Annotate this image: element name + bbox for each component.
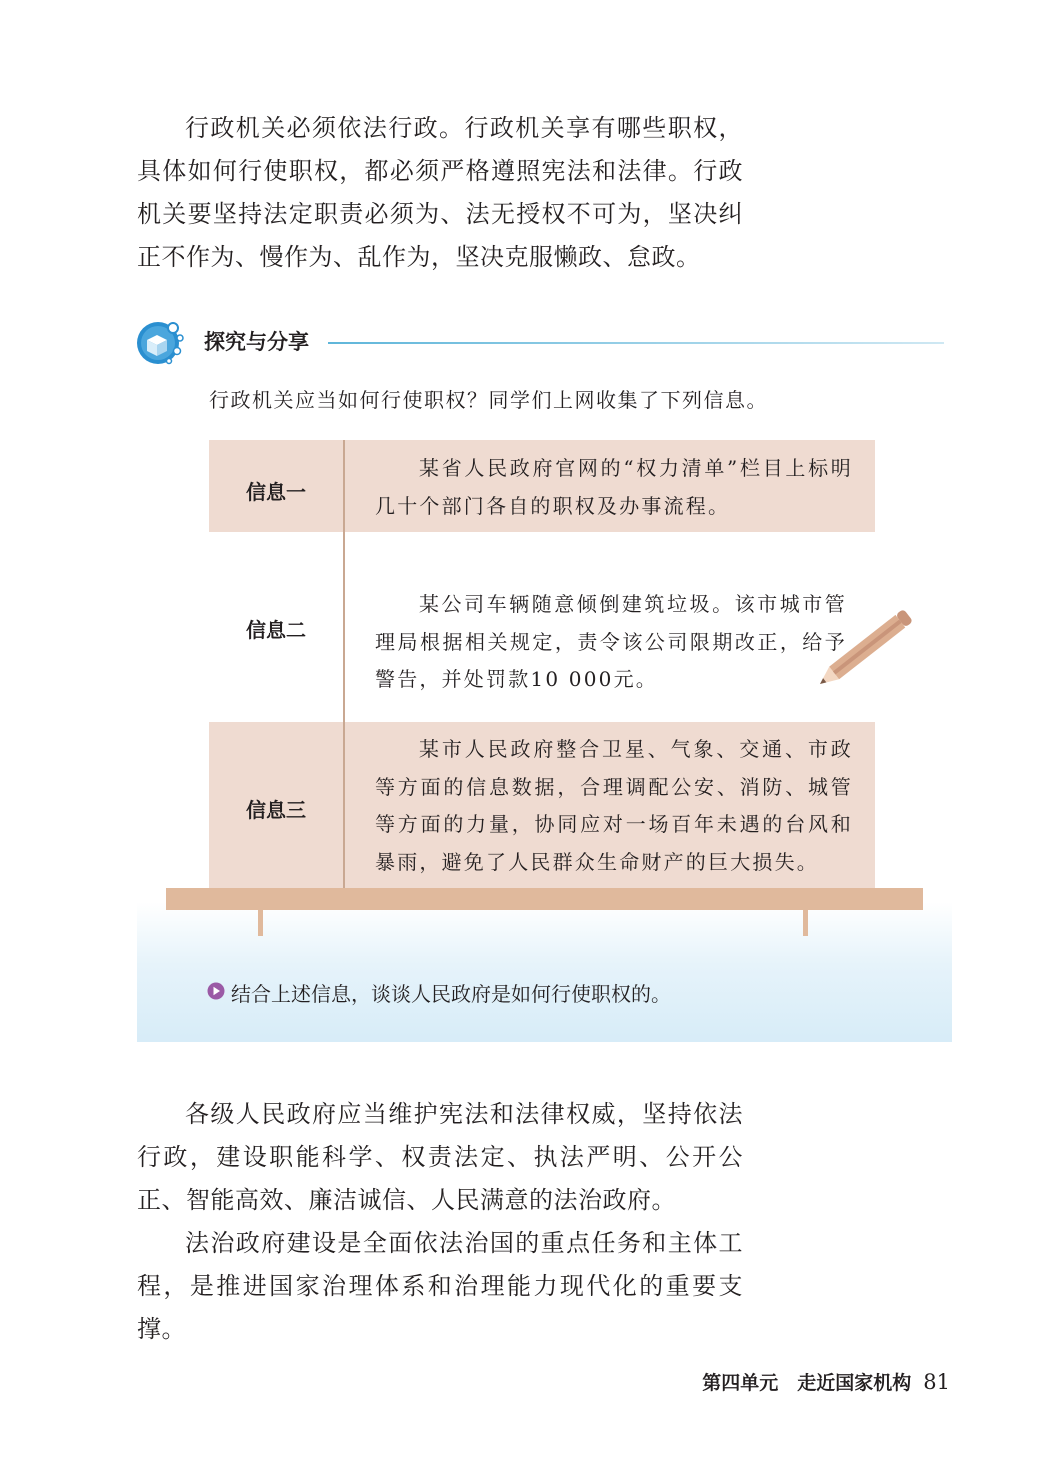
activity-intro: 行政机关应当如何行使职权？同学们上网收集了下列信息。 [209, 388, 768, 412]
info-panel [209, 440, 875, 888]
shelf-leg-right [803, 910, 808, 936]
info-text-2: 某公司车辆随意倾倒建筑垃圾。该市城市管理局根据相关规定，责令该公司限期改正，给予警告，并处罚款10 000元。 [375, 592, 847, 691]
info-text-3: 某市人民政府整合卫星、气象、交通、市政等方面的信息数据，合理调配公安、消防、城管等方面的力量，协同应对一场百年未遇的台风和暴雨，避免了人民群众生命财产的巨大损失。 [375, 737, 853, 874]
shelf-leg-left [258, 910, 263, 936]
info-row-2 [209, 532, 875, 722]
info-divider [343, 440, 345, 888]
activity-title-rule [328, 342, 944, 344]
task-prompt: 结合上述信息，谈谈人民政府是如何行使职权的。 [231, 982, 671, 1006]
info-label-3: 信息三 [246, 798, 306, 822]
body-paragraph-1: 行政机关必须依法行政。行政机关享有哪些职权，具体如何行使职权，都必须严格遵照宪法和法律。行政机关要坚持法定职责必须为、法无授权不可为，坚决纠正不作为、慢作为、乱作为，坚决克服懒政、怠政。 [137, 114, 743, 271]
info-row-3 [209, 722, 875, 888]
pencil-icon [812, 606, 912, 690]
cube-molecule-icon [136, 318, 184, 366]
body-paragraph-3: 法治政府建设是全面依法治国的重点任务和主体工程，是推进国家治理体系和治理能力现代化的重要支撑。 [137, 1229, 743, 1343]
footer-unit: 第四单元 走近国家机构 [702, 1372, 912, 1394]
body-paragraph-2: 各级人民政府应当维护宪法和法律权威，坚持依法行政，建设职能科学、权责法定、执法严明、公开公正、智能高效、廉洁诚信、人民满意的法治政府。 [137, 1100, 743, 1214]
info-label-1: 信息一 [246, 480, 306, 504]
info-text-1: 某省人民政府官网的“权力清单”栏目上标明几十个部门各自的职权及办事流程。 [375, 456, 853, 518]
page-number: 81 [923, 1370, 950, 1394]
shelf-board [166, 888, 923, 910]
info-label-2: 信息二 [246, 618, 306, 642]
activity-title: 探究与分享 [204, 330, 309, 354]
page-footer [702, 1368, 950, 1395]
info-row-1 [209, 440, 875, 532]
play-bullet-icon [207, 982, 225, 1000]
